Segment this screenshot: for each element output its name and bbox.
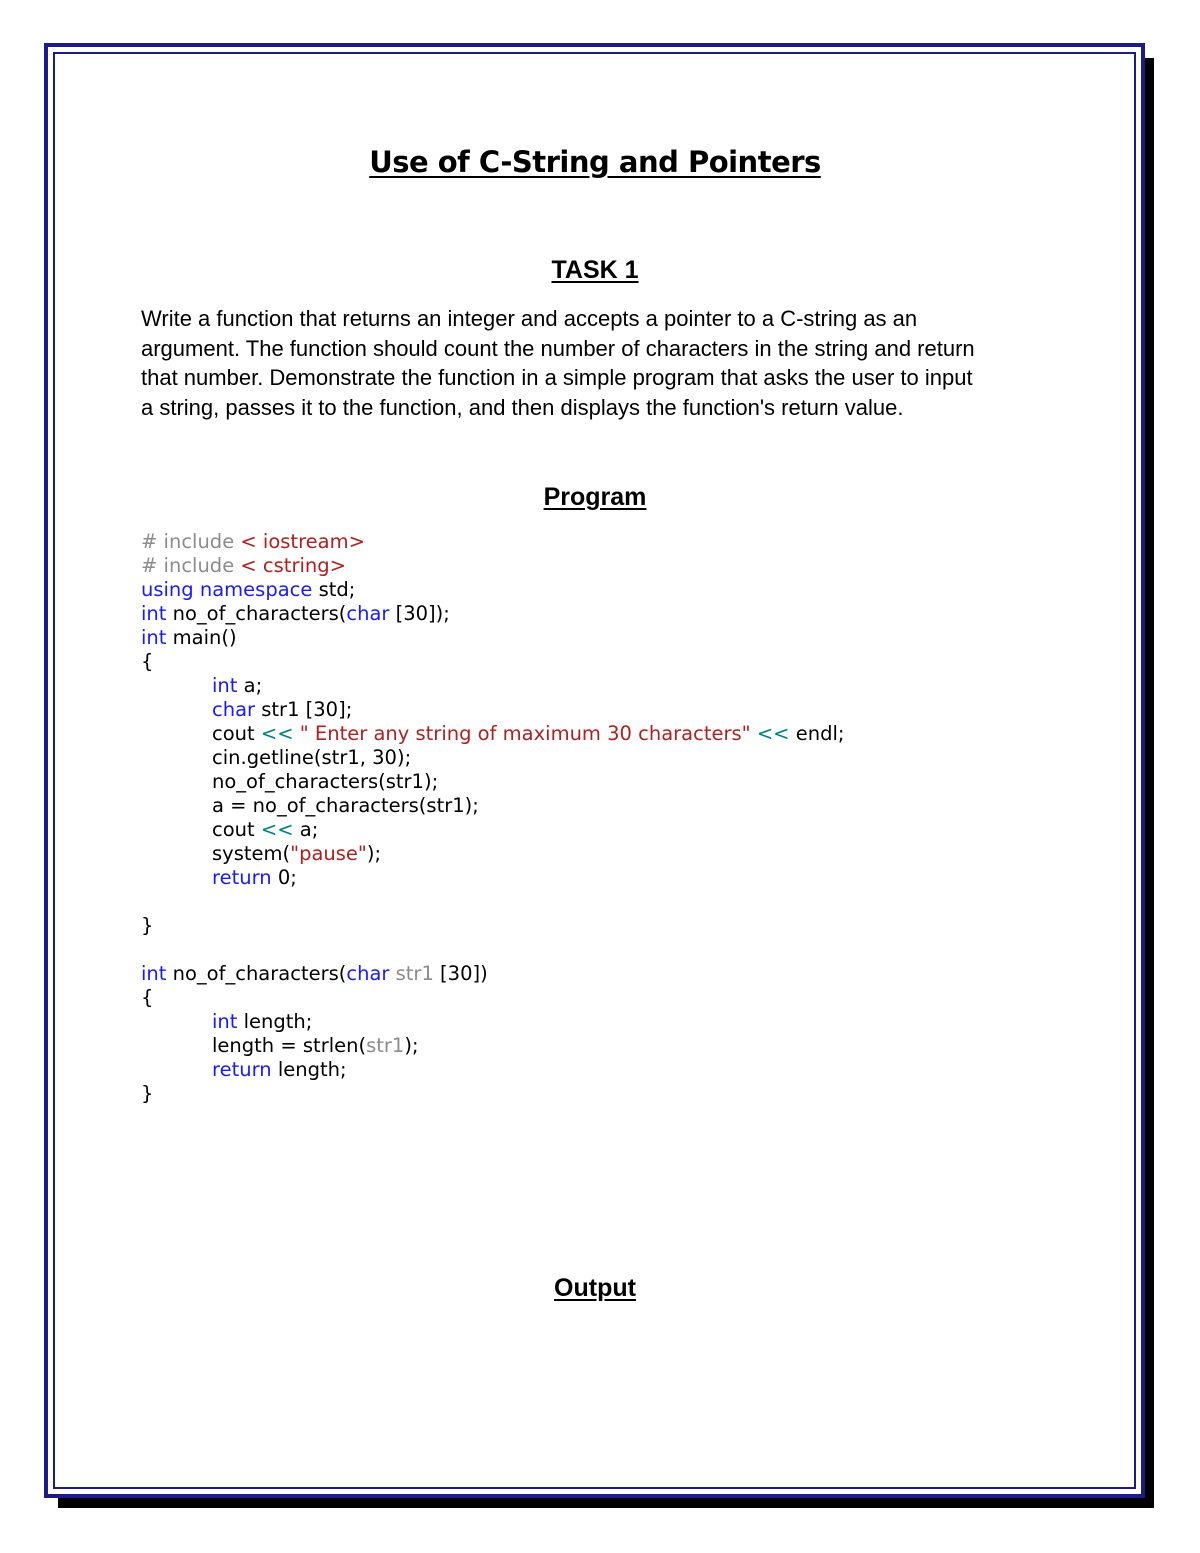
description-line: Write a function that returns an integer and accepts a pointer to a C-string as an — [141, 306, 918, 331]
code-token: a; — [293, 818, 319, 841]
program-heading: Program — [543, 483, 647, 511]
code-token: int — [212, 1010, 238, 1033]
description-line: that number. Demonstrate the function in a simple program that asks the user to input — [141, 365, 973, 390]
code-token: cout — [212, 722, 261, 745]
code-token: < iostream> — [240, 530, 365, 553]
code-line: no_of_characters(str1); — [212, 770, 439, 793]
code-line — [141, 1058, 844, 1082]
code-line: a = no_of_characters(str1); — [212, 794, 479, 817]
code-line: { — [141, 650, 154, 673]
code-token: int — [141, 602, 167, 625]
code-token: a; — [237, 674, 263, 697]
code-token: int — [212, 674, 238, 697]
code-blank-line — [141, 938, 844, 962]
code-token: [30]) — [433, 962, 488, 985]
output-heading: Output — [554, 1274, 636, 1302]
code-token: return — [212, 866, 272, 889]
code-line: } — [141, 1082, 154, 1105]
task-description — [141, 304, 1071, 422]
code-token: length; — [271, 1058, 347, 1081]
code-line — [141, 674, 844, 698]
code-blank-line — [141, 890, 844, 914]
task-heading: TASK 1 — [551, 256, 639, 284]
document-title: Use of C-String and Pointers — [369, 145, 821, 179]
code-line — [141, 698, 844, 722]
code-token: no_of_characters( — [166, 962, 347, 985]
code-block — [141, 530, 844, 1106]
code-token: using namespace — [141, 578, 313, 601]
code-token: str1 — [366, 1034, 405, 1057]
code-token: int — [141, 626, 167, 649]
code-line — [141, 1034, 844, 1058]
code-token: system( — [212, 842, 291, 865]
code-token: main() — [166, 626, 237, 649]
code-token: std; — [312, 578, 356, 601]
code-token: length = strlen( — [212, 1034, 367, 1057]
code-line — [141, 602, 844, 626]
code-line — [141, 1010, 844, 1034]
code-token: << — [260, 818, 294, 841]
code-token: "pause" — [290, 842, 367, 865]
code-token: char — [212, 698, 256, 721]
code-token: str1 — [389, 962, 434, 985]
code-token: < cstring> — [240, 554, 346, 577]
code-line: { — [141, 986, 154, 1009]
code-line — [141, 626, 844, 650]
code-line — [141, 866, 844, 890]
code-line — [141, 842, 844, 866]
code-line — [141, 554, 844, 578]
code-line — [141, 818, 844, 842]
code-token: return — [212, 1058, 272, 1081]
code-token: 0; — [271, 866, 297, 889]
code-token: " Enter any string of maximum 30 characters" — [293, 722, 751, 745]
code-line — [141, 722, 844, 746]
code-token: char — [346, 602, 390, 625]
code-token: ); — [404, 1034, 419, 1057]
code-token: # include — [141, 554, 241, 577]
code-token: char — [346, 962, 390, 985]
code-token: int — [141, 962, 167, 985]
code-token: ); — [366, 842, 382, 865]
code-line — [141, 530, 844, 554]
code-token: endl; — [789, 722, 845, 745]
code-token: length; — [237, 1010, 313, 1033]
code-token: str1 [30]; — [255, 698, 353, 721]
code-token: [30]); — [389, 602, 450, 625]
code-token: cout — [212, 818, 261, 841]
code-token: << — [756, 722, 790, 745]
description-line: argument. The function should count the number of characters in the string and return — [141, 335, 975, 361]
code-line — [141, 962, 844, 986]
code-token: # include — [141, 530, 241, 553]
description-line: a string, passes it to the function, and then displays the function's return value. — [141, 394, 904, 420]
code-token: no_of_characters( — [166, 602, 347, 625]
code-line — [141, 578, 844, 602]
code-token: << — [260, 722, 294, 745]
code-line: } — [141, 914, 154, 937]
code-line: cin.getline(str1, 30); — [212, 746, 412, 769]
